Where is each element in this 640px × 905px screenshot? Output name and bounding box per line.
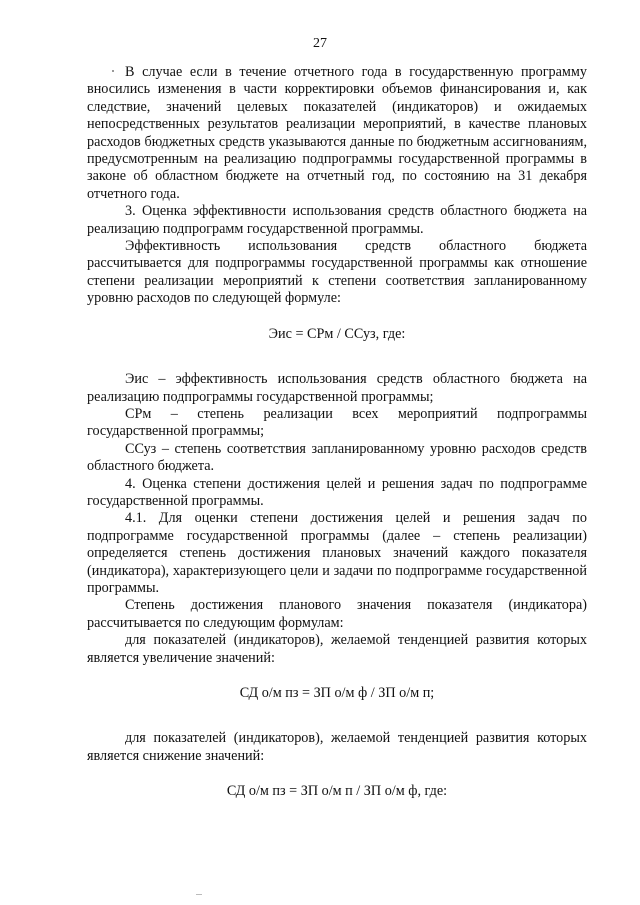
page-number: 27 xyxy=(313,36,327,51)
scan-speck-bottom xyxy=(196,894,202,895)
formula-sd-increase: СД о/м пз = ЗП о/м ф / ЗП о/м п; xyxy=(239,685,435,701)
paragraph-efficiency-definition: Эффективность использования средств областного бюджета рассчитывается для подпрограммы государственной программы как отношение степени реализации мероприятий к степени соответствия запланированному уровню расходов по следующей формуле: xyxy=(87,238,587,307)
definition-ssuz: ССуз – степень соответствия запланированному уровню расходов средств областного бюджета. xyxy=(87,440,587,475)
paragraph-indicator-calc: Степень достижения планового значения показателя (индикатора) рассчитывается по следующим формулам: xyxy=(87,597,587,631)
definition-srm: СРм – степень реализации всех мероприятий подпрограммы государственной программы; xyxy=(87,405,587,440)
paragraph-budget-changes: В случае если в течение отчетного года в государственную программу вносились изменения в части корректировки объемов финансирования и, как следствие, значений целевых показателей (индикаторов) и ожидаемых непосредственных результатов реализации мероприятий, в качестве плановых расходов бюджетных средств указываются данные по бюджетным ассигнованиям, предусмотренным на реализацию подпрограммы государственной программы в законе об областном бюджете на отчетный год, по состоянию на 31 декабря отчетного года. xyxy=(87,64,587,202)
paragraph-decrease-case: для показателей (индикаторов), желаемой тенденцией развития которых является снижение значений: xyxy=(87,730,587,764)
formula-eis: Эис = СРм / ССуз, где: xyxy=(268,325,406,342)
formula-sd-decrease: СД о/м пз = ЗП о/м п / ЗП о/м ф, где: xyxy=(226,783,448,800)
paragraph-increase-case: для показателей (индикаторов), желаемой тенденцией развития которых является увеличение значений: xyxy=(87,632,587,666)
paragraph-section-4-1: 4.1. Для оценки степени достижения целей и решения задач по подпрограмме государственной программы (далее – степень реализации) определяется степень достижения плановых значений каждого показателя (индикатора), характеризующего цели и задачи по подпрограмме государственной программы. xyxy=(87,510,587,596)
paragraph-section-3-heading: 3. Оценка эффективности использования средств областного бюджета на реализацию подпрограмм государственной программы. xyxy=(87,203,587,237)
paragraph-section-4-heading: 4. Оценка степени достижения целей и решения задач по подпрограмме государственной программы. xyxy=(87,475,587,509)
document-body xyxy=(87,64,587,801)
definition-eis: Эис – эффективность использования средств областного бюджета на реализацию подпрограммы государственной программы; xyxy=(87,371,587,405)
